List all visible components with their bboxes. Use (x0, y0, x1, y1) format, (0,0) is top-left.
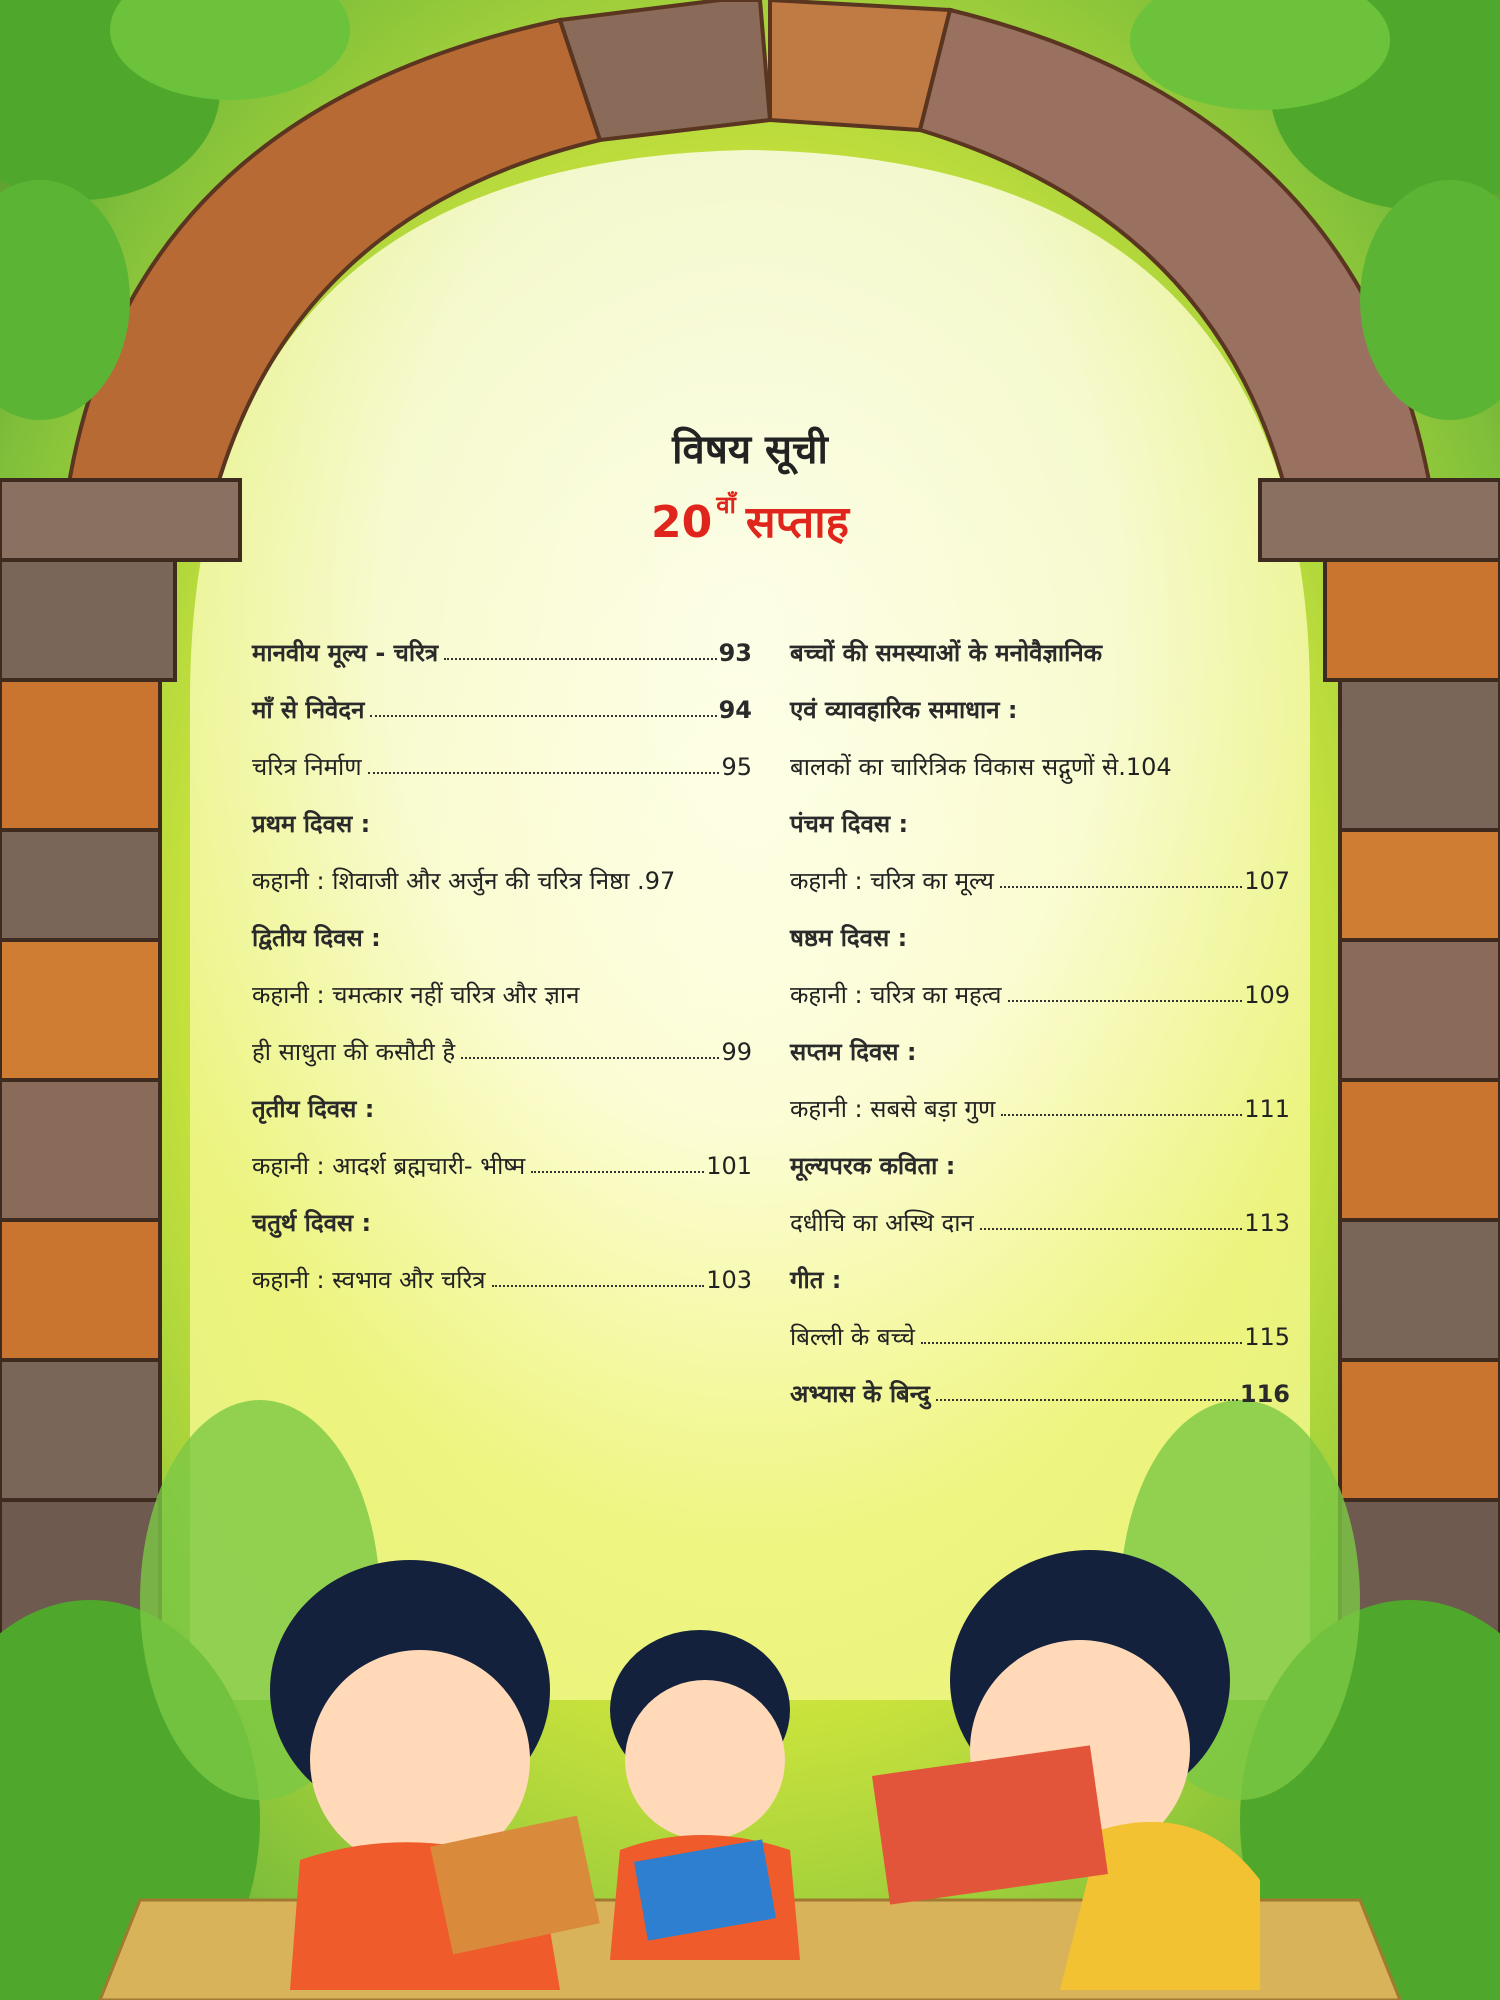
entry-page: 97 (644, 866, 676, 895)
entry-page: 93 (718, 638, 752, 667)
entry-title: मानवीय मूल्य - चरित्र (252, 639, 439, 667)
entry-title: चरित्र निर्माण (252, 753, 362, 781)
section-title: गीत : (790, 1266, 842, 1294)
toc-entry[interactable] (252, 852, 752, 909)
section-heading (252, 1080, 752, 1137)
entry-title: कहानी : सबसे बड़ा गुण (790, 1095, 996, 1123)
section-heading (790, 1137, 1290, 1194)
section-heading (790, 1023, 1290, 1080)
entry-title: कहानी : चरित्र का महत्व (790, 981, 1002, 1009)
entry-page: 113 (1244, 1208, 1290, 1237)
toc-heading: विषय सूची (672, 427, 828, 473)
leader-dots (444, 658, 716, 660)
entry-title: कहानी : चमत्कार नहीं चरित्र और ज्ञान (252, 981, 580, 1009)
section-title: चतुर्थ दिवस : (252, 1209, 372, 1237)
section-title: पंचम दिवस : (790, 810, 909, 838)
entry-page: 101 (706, 1151, 752, 1180)
section-title: द्वितीय दिवस : (252, 924, 381, 952)
leader-dots (1001, 1114, 1242, 1116)
leader-dots (531, 1171, 704, 1173)
toc-entry[interactable] (790, 1194, 1290, 1251)
section-heading (790, 909, 1290, 966)
entry-page: 103 (706, 1265, 752, 1294)
section-title: एवं व्यावहारिक समाधान : (790, 696, 1018, 724)
leader-dots (492, 1285, 705, 1287)
section-title: प्रथम दिवस : (252, 810, 371, 838)
leader-dots (370, 715, 716, 717)
toc-entry[interactable] (790, 966, 1290, 1023)
entry-page: 94 (718, 695, 752, 724)
section-heading (252, 795, 752, 852)
leader-dots (980, 1228, 1242, 1230)
week-heading (0, 490, 1500, 550)
section-title: सप्तम दिवस : (790, 1038, 917, 1066)
entry-page: 115 (1244, 1322, 1290, 1351)
leader-dots (936, 1399, 1238, 1401)
section-heading (790, 1251, 1290, 1308)
entry-page: 95 (721, 752, 752, 781)
toc-entry[interactable] (252, 1137, 752, 1194)
entry-page: 116 (1239, 1379, 1290, 1408)
toc-entry[interactable] (252, 738, 752, 795)
entry-title: कहानी : शिवाजी और अर्जुन की चरित्र निष्ठा . (252, 867, 645, 895)
entry-title: बिल्ली के बच्चे (790, 1323, 915, 1351)
entry-title: बालकों का चारित्रिक विकास सद्गुणों से. (790, 753, 1126, 781)
entry-title: कहानी : चरित्र का मूल्य (790, 867, 994, 895)
section-heading (790, 624, 1290, 681)
section-title: बच्चों की समस्याओं के मनोवैज्ञानिक (790, 639, 1103, 667)
toc-entry[interactable] (790, 1365, 1290, 1422)
entry-title: कहानी : स्वभाव और चरित्र (252, 1266, 486, 1294)
section-title: षष्ठम दिवस : (790, 924, 908, 952)
toc-entry-line[interactable] (252, 966, 752, 1023)
toc-entry[interactable] (252, 624, 752, 681)
entry-page: 104 (1125, 752, 1172, 781)
entry-page: 109 (1244, 980, 1290, 1009)
entry-title: दधीचि का अस्थि दान (790, 1209, 974, 1237)
toc-entry[interactable] (252, 1251, 752, 1308)
toc-entry[interactable] (252, 681, 752, 738)
section-heading (790, 681, 1290, 738)
toc-entry[interactable] (790, 1308, 1290, 1365)
entry-title: माँ से निवेदन (252, 696, 365, 724)
child-middle-reading (610, 1630, 800, 1960)
entry-title: अभ्यास के बिन्दु (790, 1380, 930, 1408)
section-heading (252, 1194, 752, 1251)
entry-title: कहानी : आदर्श ब्रह्मचारी- भीष्म (252, 1152, 526, 1180)
section-heading (252, 909, 752, 966)
leader-dots (1000, 886, 1242, 888)
week-number: 20 (651, 497, 713, 548)
leader-dots (1008, 1000, 1243, 1002)
section-heading (790, 795, 1290, 852)
leader-dots (368, 772, 720, 774)
toc-entry[interactable] (790, 738, 1290, 795)
toc-entry[interactable] (790, 852, 1290, 909)
entry-page: 107 (1244, 866, 1290, 895)
toc-left-column (252, 624, 752, 1308)
entry-page: 111 (1244, 1094, 1290, 1123)
toc-right-column (790, 624, 1290, 1422)
leader-dots (921, 1342, 1242, 1344)
week-label: सप्ताह (745, 497, 849, 548)
leader-dots (461, 1057, 719, 1059)
entry-page: 99 (721, 1037, 752, 1066)
section-title: तृतीय दिवस : (252, 1095, 375, 1123)
week-suffix: वाँ (716, 491, 736, 520)
toc-entry[interactable] (252, 1023, 752, 1080)
toc-entry[interactable] (790, 1080, 1290, 1137)
entry-title: ही साधुता की कसौटी है (252, 1038, 456, 1066)
section-title: मूल्यपरक कविता : (790, 1152, 956, 1180)
